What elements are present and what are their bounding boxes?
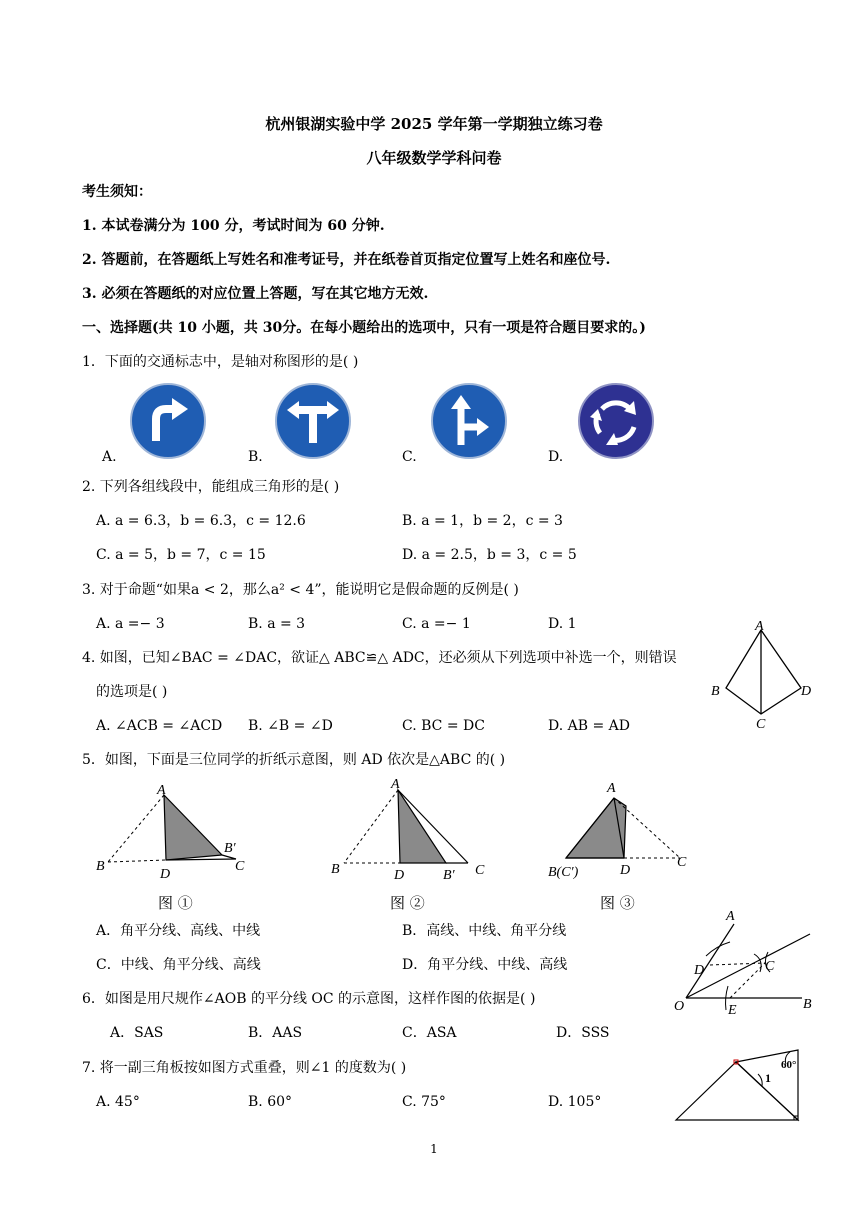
q5-figure-3 [548, 778, 708, 878]
q2-option-c: C. a = 5，b = 7，c = 15 [96, 547, 266, 563]
q7-label-60: 60° [781, 1059, 797, 1071]
q5-f2-label-bprime: B′ [443, 868, 455, 883]
q6-label-o: O [674, 999, 685, 1014]
q4-option-c: C. BC = DC [402, 718, 485, 734]
q2-option-a: A. a = 6.3，b = 6.3，c = 12.6 [96, 513, 306, 529]
q5-f1-label-bprime: B′ [224, 841, 236, 856]
q5-f3-label-c: C [677, 855, 687, 870]
q6-label-d: D [694, 963, 705, 978]
q6-option-c: C．ASA [402, 1025, 457, 1041]
q1-option-c: C. [402, 449, 417, 465]
q4-option-b: B. ∠B = ∠D [248, 718, 333, 734]
turn-right-sign-icon [130, 383, 210, 463]
q1-option-d: D. [548, 449, 564, 465]
q6-figure [670, 908, 820, 1018]
q5-f1-label-d: D [160, 867, 171, 882]
notice-item-1: 1. 本试卷满分为 100 分，考试时间为 60 分钟. [82, 218, 385, 234]
question-1-stem: 1．下面的交通标志中，是轴对称图形的是( ) [82, 354, 359, 370]
q6-label-b: B [803, 997, 812, 1012]
q5-f3-label-bc: B(C′) [548, 865, 579, 880]
q7-option-b: B. 60° [248, 1094, 293, 1110]
q6-label-a: A [726, 909, 735, 924]
q2-option-b: B. a = 1，b = 2，c = 3 [402, 513, 563, 529]
q7-figure [672, 1046, 812, 1126]
page-title: 杭州银湖实验中学 2025 学年第一学期独立练习卷 [265, 115, 603, 133]
q5-f2-label-a: A [391, 777, 400, 792]
q5-option-b: B．高线、中线、角平分线 [402, 923, 567, 939]
q1-option-b: B. [248, 449, 263, 465]
question-2-stem: 2. 下列各组线段中，能组成三角形的是( ) [82, 479, 340, 495]
q5-option-a: A．角平分线、高线、中线 [96, 923, 261, 939]
q5-f1-label-c: C [235, 859, 245, 874]
question-7-stem: 7. 将一副三角板按如图方式重叠，则∠1 的度数为( ) [82, 1060, 407, 1076]
q6-option-d: D．SSS [556, 1025, 610, 1041]
q3-option-d: D. 1 [548, 616, 577, 632]
page-subtitle: 八年级数学学科问卷 [366, 149, 502, 167]
q5-option-d: D．角平分线、中线、高线 [402, 957, 568, 973]
q5-f1-label-a: A [157, 783, 166, 798]
question-4-stem-line2: 的选项是( ) [96, 684, 168, 700]
q4-label-b: B [711, 684, 720, 699]
straight-or-right-sign-icon [431, 383, 511, 463]
q6-option-a: A．SAS [110, 1025, 164, 1041]
q5-caption-3: 图 ③ [600, 894, 635, 912]
page-number: 1 [430, 1142, 438, 1156]
notice-heading: 考生须知： [82, 184, 152, 200]
q4-label-d: D [801, 684, 812, 699]
q7-label-angle1: 1 [765, 1071, 771, 1085]
question-3-stem: 3. 对于命题“如果a < 2，那么a² < 4”，能说明它是假命题的反例是( ) [82, 582, 519, 598]
notice-item-2: 2. 答题前，在答题纸上写姓名和准考证号，并在纸卷首页指定位置写上姓名和座位号. [82, 252, 611, 268]
q7-option-a: A. 45° [96, 1094, 140, 1110]
left-right-sign-icon [275, 383, 355, 463]
q5-option-c: C．中线、角平分线、高线 [96, 957, 261, 973]
roundabout-sign-icon [578, 383, 658, 463]
q7-option-c: C. 75° [402, 1094, 446, 1110]
q3-option-b: B. a = 3 [248, 616, 306, 632]
q5-f3-label-d: D [620, 863, 631, 878]
q5-f2-label-d: D [394, 868, 405, 883]
q2-option-d: D. a = 2.5，b = 3，c = 5 [402, 547, 577, 563]
q5-f1-label-b: B [96, 859, 105, 874]
q3-option-a: A. a =− 3 [96, 616, 165, 632]
q5-caption-2: 图 ② [390, 894, 425, 912]
q5-figure-1 [96, 780, 256, 880]
q6-option-b: B．AAS [248, 1025, 303, 1041]
q3-option-c: C. a =− 1 [402, 616, 471, 632]
q5-figure-2 [330, 776, 500, 883]
question-4-stem-line1: 4. 如图，已知∠BAC = ∠DAC，欲证△ ABC≌△ ADC，还必须从下列选项中补选一个，则错误 [82, 650, 677, 666]
q5-f2-label-b: B [331, 862, 340, 877]
q4-label-c: C [756, 717, 766, 732]
notice-item-3: 3. 必须在答题纸的对应位置上答题，写在其它地方无效. [82, 286, 429, 302]
q6-label-e: E [728, 1003, 737, 1018]
section-heading: 一、选择题(共 10 小题，共 30分。在每小题给出的选项中，只有一项是符合题目要求的。) [82, 320, 646, 336]
q4-label-a: A [755, 619, 764, 634]
q5-f3-label-a: A [607, 781, 616, 796]
question-5-stem: 5．如图，下面是三位同学的折纸示意图，则 AD 依次是△ABC 的( ) [82, 752, 506, 768]
q4-option-d: D. AB = AD [548, 718, 630, 734]
q6-label-c: C [765, 959, 775, 974]
q5-caption-1: 图 ① [158, 894, 193, 912]
q5-f2-label-c: C [475, 863, 485, 878]
q7-option-d: D. 105° [548, 1094, 602, 1110]
q4-figure [708, 616, 818, 736]
question-6-stem: 6．如图是用尺规作∠AOB 的平分线 OC 的示意图，这样作图的依据是( ) [82, 991, 536, 1007]
q1-option-a: A. [102, 449, 117, 465]
q4-option-a: A. ∠ACB = ∠ACD [96, 718, 223, 734]
